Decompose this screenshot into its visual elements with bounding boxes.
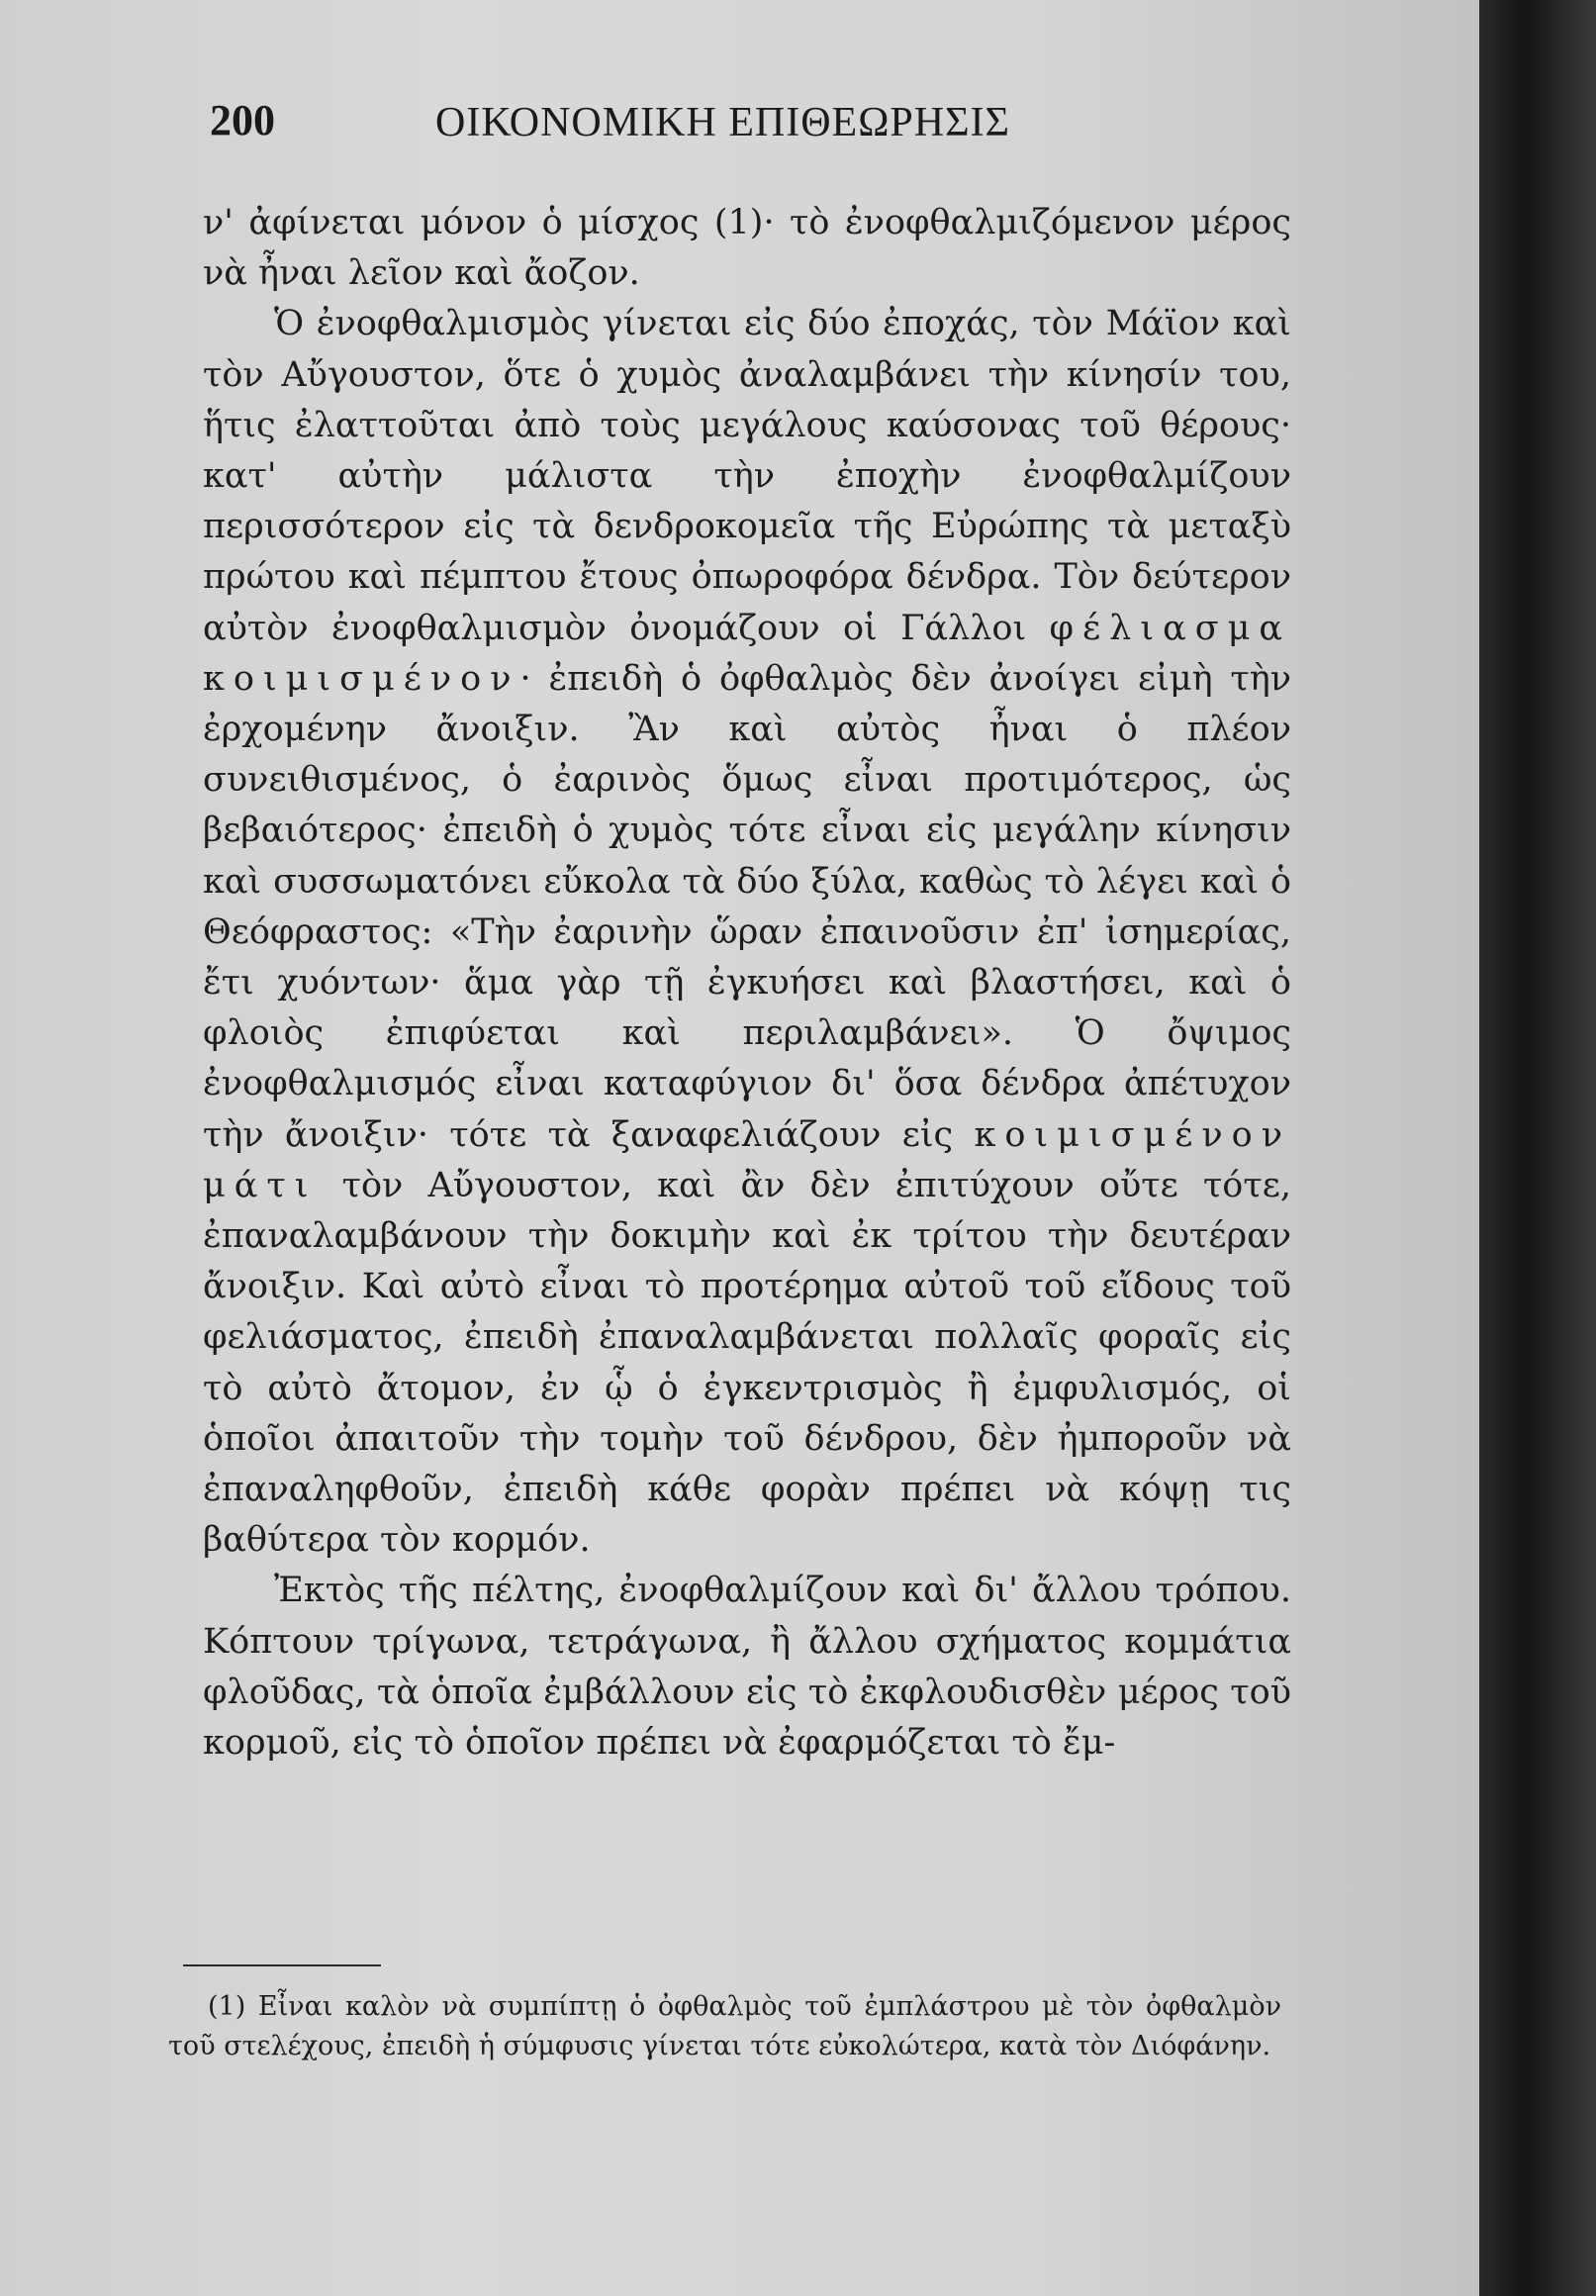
- page-number: 200: [210, 96, 275, 144]
- spaced-term-mati: κοιμισμένον μάτι: [203, 1114, 1291, 1205]
- page-header: [210, 95, 1358, 154]
- paragraph-3: Ἐκτὸς τῆς πέλτης, ἐνοφθαλμίζουν καὶ δι' ἄλλου τρόπου. Κόπτουν τρίγωνα, τετράγωνα, ἢ ἄλλου σχήματος κομμάτια φλοῦδας, τὰ ὁποῖα ἐμβάλλουν εἰς τὸ ἐκφλουδισθὲν μέρος τοῦ κορμοῦ, εἰς τὸ ὁποῖον πρέπει νὰ ἐφαρμόζεται τὸ ἔμ-: [203, 1571, 1291, 1764]
- footnote-block: [168, 1987, 1281, 2066]
- paragraph-1: ν' ἀφίνεται μόνον ὁ μίσχος (1)· τὸ ἐνοφθαλμιζόμενον μέρος νὰ ἦναι λεῖον καὶ ἄοζον.: [203, 203, 1291, 294]
- paragraph-2: [203, 299, 1291, 1566]
- paragraph-2-part-a: Ὁ ἐνοφθαλμισμὸς γίνεται εἰς δύο ἐποχάς, τὸν Μάϊον καὶ τὸν Αὔγουστον, ὅτε ὁ χυμὸς ἀναλαμβάνει τὴν κίνησίν του, ἥτις ἐλαττοῦται ἀπὸ τοὺς μεγάλους καύσονας τοῦ θέρους· κατ' αὐτὴν μάλιστα τὴν ἐποχὴν ἐνοφθαλμίζουν περισσότερον εἰς τὰ δενδροκομεῖα τῆς Εὐρώπης τὰ μεταξὺ πρώτου καὶ πέμπτου ἔτους ὀπωροφόρα δένδρα. Τὸν δεύτερον αὐτὸν ἐνοφθαλμισμὸν ὀνομάζουν οἱ Γάλλοι: [203, 304, 1291, 648]
- paragraph-2-part-b: · ἐπειδὴ ὁ ὀφθαλμὸς δὲν ἀνοίγει εἰμὴ τὴν ἐρχομένην ἄνοιξιν. Ἂν καὶ αὐτὸς ἦναι ὁ πλέον συνειθισμένος, ὁ ἐαρινὸς ὅμως εἶναι προτιμότερος, ὡς βεβαιότερος· ἐπειδὴ ὁ χυμὸς τότε εἶναι εἰς μεγάλην κίνησιν καὶ συσσωματόνει εὔκολα τὰ δύο ξύλα, καθὼς τὸ λέγει καὶ ὁ Θεόφραστος: «Τὴν ἐαρινὴν ὥραν ἐπαινοῦσιν ἐπ' ἰσημερίας, ἔτι χυόντων· ἅμα γὰρ τῇ ἐγκυήσει καὶ βλαστήσει, καὶ ὁ φλοιὸς ἐπιφύεται καὶ περιλαμβάνει». Ὁ ὄψιμος ἐνοφθαλμισμός εἶναι καταφύγιον δι' ὅσα δένδρα ἀπέτυχον τὴν ἄνοιξιν· τότε τὰ ξαναφελιάζουν εἰς: [203, 658, 1291, 1155]
- footnote-divider: [183, 1964, 381, 1966]
- book-spine-shadow: [1479, 0, 1596, 2296]
- spaced-term-feliasma: φέλιασμα κοιμισμένον: [203, 608, 1291, 699]
- running-title: ΟΙΚΟΝΟΜΙΚΗ ΕΠΙΘΕΩΡΗΣΙΣ: [435, 100, 1010, 145]
- paragraph-2-part-c: τὸν Αὔγουστον, καὶ ἂν δὲν ἐπιτύχουν οὔτε τότε, ἐπαναλαμβάνουν τὴν δοκιμὴν καὶ ἐκ τρίτου τὴν δευτέραν ἄνοιξιν. Καὶ αὐτὸ εἶναι τὸ προτέρημα αὐτοῦ τοῦ εἴδους τοῦ φελιάσματος, ἐπειδὴ ἐπαναλαμβάνεται πολλαῖς φοραῖς εἰς τὸ αὐτὸ ἄτομον, ἐν ᾧ ὁ ἐγκεντρισμὸς ἢ ἐμφυλισμός, οἱ ὁποῖοι ἀπαιτοῦν τὴν τομὴν τοῦ δένδρου, δὲν ἠμποροῦν νὰ ἐπαναληφθοῦν, ἐπειδὴ κάθε φορὰν πρέπει νὰ κόψῃ τις βαθύτερα τὸν κορμόν.: [203, 1165, 1291, 1561]
- main-text: [203, 198, 1291, 1769]
- footnote-1: (1) Εἶναι καλὸν νὰ συμπίπτῃ ὁ ὀφθαλμὸς τοῦ ἐμπλάστρου μὲ τὸν ὀφθαλμὸν τοῦ στελέχους, ἐπειδὴ ἡ σύμφυσις γίνεται τότε εὐκολώτερα, κατὰ τὸν Διόφάνην.: [168, 1991, 1281, 2061]
